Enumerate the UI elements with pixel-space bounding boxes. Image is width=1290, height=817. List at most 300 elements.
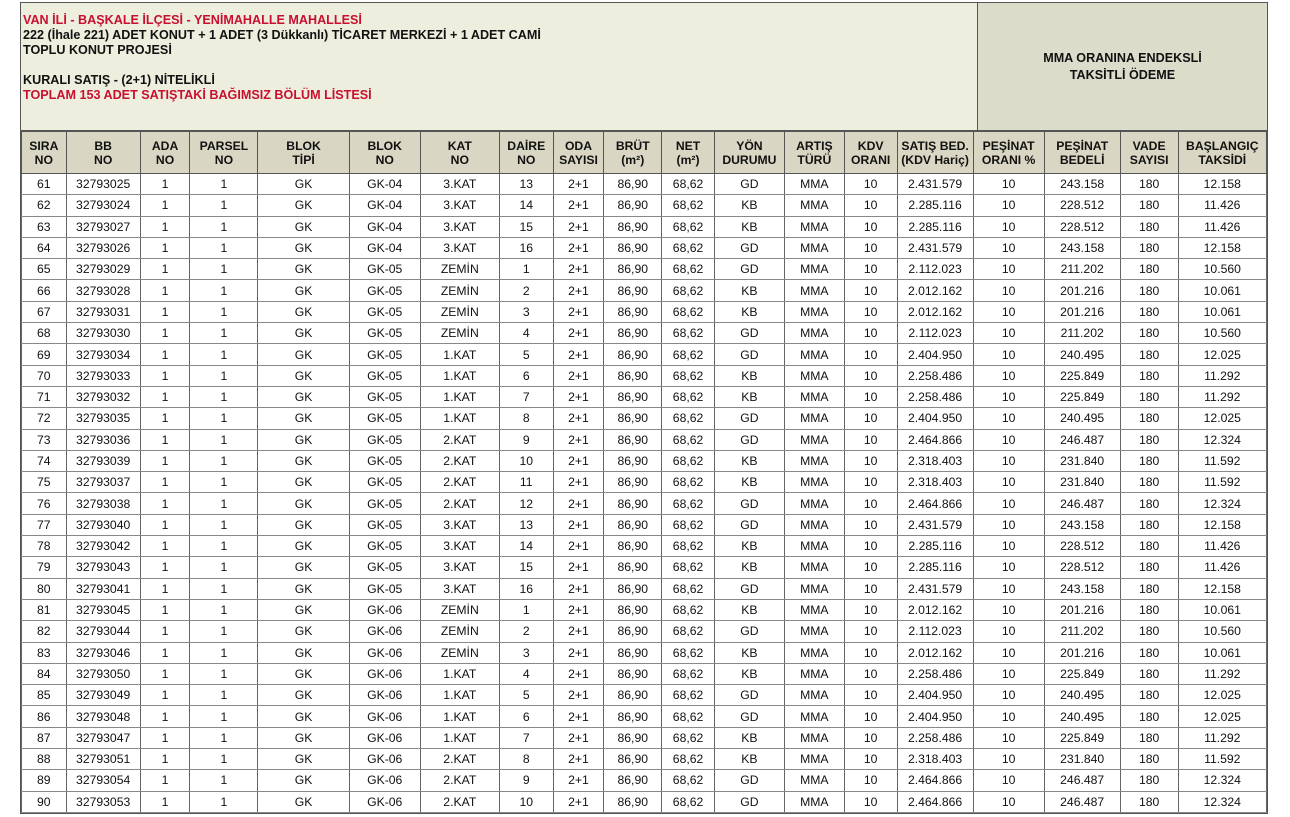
table-row [22, 557, 1267, 578]
table-cell: 246.487 [1044, 429, 1120, 450]
table-cell: 10 [844, 216, 897, 237]
table-cell: 180 [1120, 514, 1178, 535]
table-cell: 2.258.486 [897, 727, 973, 748]
table-cell: KB [714, 365, 784, 386]
table-cell: 243.158 [1044, 174, 1120, 195]
table-cell: 3.KAT [420, 578, 499, 599]
table-cell: 86,90 [604, 493, 662, 514]
table-cell: 63 [22, 216, 67, 237]
table-cell: 2+1 [553, 280, 604, 301]
table-row [22, 386, 1267, 407]
table-row [22, 429, 1267, 450]
table-row [22, 536, 1267, 557]
table-cell: 2+1 [553, 386, 604, 407]
table-cell: MMA [784, 450, 844, 471]
table-cell: 6 [499, 365, 553, 386]
table-cell: 10 [973, 663, 1044, 684]
table-cell: 2+1 [553, 323, 604, 344]
table-cell: GD [714, 323, 784, 344]
table-cell: 225.849 [1044, 727, 1120, 748]
table-cell: GK-04 [349, 174, 420, 195]
table-cell: 77 [22, 514, 67, 535]
table-cell: 10 [844, 642, 897, 663]
table-cell: 2+1 [553, 536, 604, 557]
table-cell: 2.404.950 [897, 408, 973, 429]
table-cell: 86,90 [604, 259, 662, 280]
table-cell: GK-04 [349, 237, 420, 258]
table-row [22, 685, 1267, 706]
table-cell: GK [258, 514, 349, 535]
table-cell: 82 [22, 621, 67, 642]
table-cell: 180 [1120, 280, 1178, 301]
table-cell: 2.112.023 [897, 323, 973, 344]
table-cell: 10 [973, 749, 1044, 770]
table-cell: MMA [784, 663, 844, 684]
table-cell: 11.592 [1178, 749, 1266, 770]
table-cell: 10.061 [1178, 642, 1266, 663]
table-cell: 228.512 [1044, 216, 1120, 237]
table-cell: 2+1 [553, 174, 604, 195]
column-header-line2: NO [517, 152, 536, 167]
table-cell: GK [258, 344, 349, 365]
table-cell: 2+1 [553, 770, 604, 791]
table-cell: 1 [140, 216, 190, 237]
table-cell: 86,90 [604, 450, 662, 471]
table-cell: 1 [190, 344, 258, 365]
table-cell: GK [258, 557, 349, 578]
table-cell: 10 [844, 365, 897, 386]
table-cell: 32793027 [66, 216, 140, 237]
table-row [22, 344, 1267, 365]
table-row [22, 237, 1267, 258]
table-cell: 240.495 [1044, 344, 1120, 365]
table-cell: 10 [973, 237, 1044, 258]
table-cell: GD [714, 493, 784, 514]
table-cell: 86,90 [604, 621, 662, 642]
table-cell: 240.495 [1044, 706, 1120, 727]
table-cell: 2+1 [553, 599, 604, 620]
table-cell: 10 [844, 323, 897, 344]
table-cell: 79 [22, 557, 67, 578]
table-cell: 32793032 [66, 386, 140, 407]
table-cell: GK-06 [349, 727, 420, 748]
column-header [22, 132, 67, 174]
table-cell: 32793029 [66, 259, 140, 280]
table-cell: 32793039 [66, 450, 140, 471]
table-cell: 180 [1120, 237, 1178, 258]
table-cell: 10 [844, 770, 897, 791]
table-cell: 86,90 [604, 727, 662, 748]
table-cell: 7 [499, 727, 553, 748]
table-cell: 1 [140, 557, 190, 578]
table-cell: KB [714, 663, 784, 684]
table-cell: ZEMİN [420, 621, 499, 642]
table-cell: 11.292 [1178, 365, 1266, 386]
table-cell: 1 [190, 472, 258, 493]
table-cell: GK-05 [349, 493, 420, 514]
table-cell: 2+1 [553, 450, 604, 471]
table-row [22, 408, 1267, 429]
table-cell: 2.318.403 [897, 472, 973, 493]
table-cell: 2+1 [553, 301, 604, 322]
table-cell: 1 [190, 174, 258, 195]
table-cell: MMA [784, 429, 844, 450]
table-cell: 2.KAT [420, 749, 499, 770]
table-cell: 15 [499, 216, 553, 237]
table-cell: 180 [1120, 216, 1178, 237]
table-cell: GK-05 [349, 429, 420, 450]
column-header [1178, 132, 1266, 174]
table-cell: 68,62 [662, 514, 715, 535]
table-cell: GK-06 [349, 599, 420, 620]
table-cell: 90 [22, 791, 67, 812]
column-header-line2: (m²) [676, 152, 700, 167]
table-row [22, 621, 1267, 642]
table-cell: KB [714, 727, 784, 748]
table-cell: 86,90 [604, 237, 662, 258]
table-cell: ZEMİN [420, 301, 499, 322]
table-row [22, 493, 1267, 514]
table-cell: 1 [190, 195, 258, 216]
table-cell: MMA [784, 536, 844, 557]
table-cell: GK [258, 663, 349, 684]
table-cell: 16 [499, 237, 553, 258]
table-cell: 10 [973, 365, 1044, 386]
table-cell: 32793037 [66, 472, 140, 493]
table-cell: 68,62 [662, 301, 715, 322]
column-header-line2: (m²) [621, 152, 645, 167]
table-cell: GK-04 [349, 195, 420, 216]
table-cell: 231.840 [1044, 749, 1120, 770]
table-row [22, 472, 1267, 493]
table-cell: 6 [499, 706, 553, 727]
table-cell: 74 [22, 450, 67, 471]
table-cell: 2.285.116 [897, 195, 973, 216]
table-cell: 2.012.162 [897, 280, 973, 301]
table-cell: 68,62 [662, 599, 715, 620]
table-cell: 2.404.950 [897, 706, 973, 727]
table-cell: 1 [190, 301, 258, 322]
table-cell: GK [258, 578, 349, 599]
table-cell: ZEMİN [420, 280, 499, 301]
table-cell: 10.560 [1178, 621, 1266, 642]
table-cell: 2+1 [553, 514, 604, 535]
table-cell: 3 [499, 301, 553, 322]
table-cell: ZEMİN [420, 259, 499, 280]
table-cell: 68,62 [662, 280, 715, 301]
table-cell: 1 [140, 280, 190, 301]
table-cell: 72 [22, 408, 67, 429]
table-cell: 180 [1120, 685, 1178, 706]
table-cell: 2.318.403 [897, 749, 973, 770]
table-cell: 180 [1120, 408, 1178, 429]
table-cell: 1 [499, 259, 553, 280]
table-cell: 10 [844, 536, 897, 557]
table-cell: 10 [844, 301, 897, 322]
table-cell: 10 [844, 280, 897, 301]
column-header-line1: BRÜT [615, 138, 650, 153]
table-cell: 2.285.116 [897, 216, 973, 237]
payment-header [978, 3, 1267, 130]
table-cell: 11.426 [1178, 557, 1266, 578]
table-cell: 66 [22, 280, 67, 301]
table-cell: 1 [190, 386, 258, 407]
table-cell: GK [258, 301, 349, 322]
table-cell: GD [714, 259, 784, 280]
table-cell: 32793040 [66, 514, 140, 535]
table-cell: 10 [499, 791, 553, 812]
table-cell: 10 [844, 749, 897, 770]
table-cell: 180 [1120, 472, 1178, 493]
column-header-line1: ADA [151, 138, 179, 153]
table-cell: 180 [1120, 599, 1178, 620]
table-cell: 180 [1120, 259, 1178, 280]
table-cell: 1 [140, 195, 190, 216]
table-cell: 11.292 [1178, 727, 1266, 748]
table-cell: 3.KAT [420, 174, 499, 195]
table-cell: GK [258, 237, 349, 258]
table-cell: 86,90 [604, 599, 662, 620]
table-cell: GK-06 [349, 791, 420, 812]
table-cell: GD [714, 344, 784, 365]
table-cell: 32793025 [66, 174, 140, 195]
table-cell: 1 [140, 791, 190, 812]
table-cell: GK-06 [349, 685, 420, 706]
table-cell: 1 [140, 706, 190, 727]
column-header-line2: ORANI [851, 152, 891, 167]
table-cell: 10 [973, 770, 1044, 791]
table-cell: GK [258, 216, 349, 237]
column-header-line1: BLOK [367, 138, 402, 153]
table-cell: GK [258, 386, 349, 407]
table-cell: 12.025 [1178, 685, 1266, 706]
column-header-line1: YÖN [736, 138, 763, 153]
table-cell: 2 [499, 280, 553, 301]
table-cell: 76 [22, 493, 67, 514]
table-cell: 2.012.162 [897, 301, 973, 322]
payment-header-line1: MMA ORANINA ENDEKSLİ [1043, 50, 1202, 65]
table-cell: 2.258.486 [897, 386, 973, 407]
table-cell: KB [714, 301, 784, 322]
table-cell: 2.258.486 [897, 365, 973, 386]
table-cell: 86,90 [604, 706, 662, 727]
column-header-line2: TİPİ [292, 152, 315, 167]
table-cell: MMA [784, 770, 844, 791]
table-cell: 10 [973, 216, 1044, 237]
table-cell: GD [714, 514, 784, 535]
table-cell: 10 [844, 237, 897, 258]
table-cell: 11.426 [1178, 216, 1266, 237]
table-cell: 2+1 [553, 557, 604, 578]
table-cell: 3.KAT [420, 557, 499, 578]
table-cell: 1 [190, 323, 258, 344]
table-cell: 180 [1120, 749, 1178, 770]
table-cell: 228.512 [1044, 536, 1120, 557]
table-cell: GK-05 [349, 344, 420, 365]
table-cell: MMA [784, 749, 844, 770]
table-cell: 2.431.579 [897, 237, 973, 258]
table-cell: 10 [973, 301, 1044, 322]
table-cell: GK [258, 365, 349, 386]
table-cell: GK [258, 536, 349, 557]
column-header-line1: PEŞİNAT [982, 138, 1035, 153]
table-cell: KB [714, 280, 784, 301]
table-cell: 180 [1120, 770, 1178, 791]
table-cell: 86,90 [604, 344, 662, 365]
table-cell: 10.061 [1178, 301, 1266, 322]
table-row [22, 642, 1267, 663]
table-cell: 10 [844, 557, 897, 578]
table-cell: 4 [499, 323, 553, 344]
table-cell: 12.324 [1178, 429, 1266, 450]
table-cell: GK-05 [349, 557, 420, 578]
table-cell: 1 [190, 706, 258, 727]
table-cell: 10 [844, 408, 897, 429]
table-cell: 11.292 [1178, 663, 1266, 684]
table-cell: 1 [140, 685, 190, 706]
column-header [190, 132, 258, 174]
table-cell: GD [714, 770, 784, 791]
table-cell: 71 [22, 386, 67, 407]
table-cell: 12.025 [1178, 408, 1266, 429]
table-header-row [22, 132, 1267, 174]
table-cell: 32793047 [66, 727, 140, 748]
table-cell: 180 [1120, 195, 1178, 216]
table-cell: GD [714, 174, 784, 195]
table-cell: 2.464.866 [897, 493, 973, 514]
table-cell: 3 [499, 642, 553, 663]
table-cell: GK [258, 642, 349, 663]
table-cell: 86,90 [604, 408, 662, 429]
table-cell: 243.158 [1044, 237, 1120, 258]
table-cell: 8 [499, 749, 553, 770]
table-cell: 11.592 [1178, 472, 1266, 493]
table-cell: 1.KAT [420, 706, 499, 727]
table-cell: 180 [1120, 493, 1178, 514]
table-cell: 11.292 [1178, 386, 1266, 407]
column-header-line2: BEDELİ [1059, 152, 1105, 167]
table-cell: GD [714, 429, 784, 450]
table-cell: 68,62 [662, 450, 715, 471]
column-header [662, 132, 715, 174]
table-cell: 1 [190, 493, 258, 514]
table-cell: KB [714, 749, 784, 770]
table-cell: 69 [22, 344, 67, 365]
table-cell: 228.512 [1044, 195, 1120, 216]
table-cell: 2+1 [553, 749, 604, 770]
table-row [22, 770, 1267, 791]
table-cell: 1 [190, 621, 258, 642]
table-cell: KB [714, 450, 784, 471]
table-cell: 10 [973, 621, 1044, 642]
column-header [1120, 132, 1178, 174]
title-spacer [23, 58, 977, 73]
table-cell: MMA [784, 237, 844, 258]
table-cell: 68,62 [662, 642, 715, 663]
table-cell: 10 [844, 493, 897, 514]
table-cell: 2+1 [553, 493, 604, 514]
table-cell: 1 [140, 259, 190, 280]
table-cell: 10 [844, 259, 897, 280]
table-cell: 12 [499, 493, 553, 514]
table-cell: GK-04 [349, 216, 420, 237]
table-cell: 10 [973, 727, 1044, 748]
column-header [66, 132, 140, 174]
table-cell: 180 [1120, 386, 1178, 407]
table-cell: 10 [844, 685, 897, 706]
table-cell: 1 [140, 663, 190, 684]
table-cell: 2+1 [553, 408, 604, 429]
table-cell: MMA [784, 386, 844, 407]
table-cell: GK-05 [349, 514, 420, 535]
table-row [22, 174, 1267, 195]
table-cell: MMA [784, 706, 844, 727]
column-header-line2: NO [214, 152, 234, 167]
table-cell: 86,90 [604, 365, 662, 386]
table-cell: 2+1 [553, 237, 604, 258]
table-cell: 1 [190, 280, 258, 301]
table-row [22, 301, 1267, 322]
table-cell: 1 [140, 727, 190, 748]
table-cell: 2.318.403 [897, 450, 973, 471]
table-cell: MMA [784, 216, 844, 237]
column-header-line1: SATIŞ BED. [901, 138, 969, 153]
table-cell: 32793030 [66, 323, 140, 344]
table-cell: GK-06 [349, 642, 420, 663]
table-cell: 10 [973, 450, 1044, 471]
table-cell: KB [714, 536, 784, 557]
table-cell: 86,90 [604, 280, 662, 301]
table-cell: GK-06 [349, 706, 420, 727]
table-cell: 32793051 [66, 749, 140, 770]
table-cell: 1 [190, 365, 258, 386]
table-cell: MMA [784, 685, 844, 706]
project-type: TOPLU KONUT PROJESİ [23, 43, 172, 57]
table-row [22, 599, 1267, 620]
unit-table [21, 131, 1267, 813]
table-cell: GK [258, 259, 349, 280]
table-cell: 1 [140, 621, 190, 642]
table-cell: 32793043 [66, 557, 140, 578]
table-cell: 5 [499, 685, 553, 706]
table-cell: 89 [22, 770, 67, 791]
table-cell: GK [258, 791, 349, 812]
table-cell: 10 [844, 174, 897, 195]
table-cell: 1 [190, 408, 258, 429]
table-cell: 243.158 [1044, 578, 1120, 599]
table-cell: MMA [784, 557, 844, 578]
table-cell: 246.487 [1044, 770, 1120, 791]
table-cell: 2.012.162 [897, 642, 973, 663]
table-cell: GD [714, 621, 784, 642]
table-cell: 10 [973, 578, 1044, 599]
sales-list-sheet [20, 2, 1268, 814]
table-cell: 2+1 [553, 365, 604, 386]
table-cell: 2+1 [553, 727, 604, 748]
table-cell: GD [714, 578, 784, 599]
table-cell: GD [714, 706, 784, 727]
table-cell: 180 [1120, 727, 1178, 748]
column-header-line1: NET [675, 138, 701, 153]
table-cell: 68,62 [662, 621, 715, 642]
table-cell: GK-05 [349, 323, 420, 344]
table-cell: 68,62 [662, 386, 715, 407]
table-cell: 68,62 [662, 749, 715, 770]
table-cell: 32793048 [66, 706, 140, 727]
table-cell: KB [714, 557, 784, 578]
table-cell: 180 [1120, 557, 1178, 578]
column-header-line2: NO [375, 152, 394, 167]
